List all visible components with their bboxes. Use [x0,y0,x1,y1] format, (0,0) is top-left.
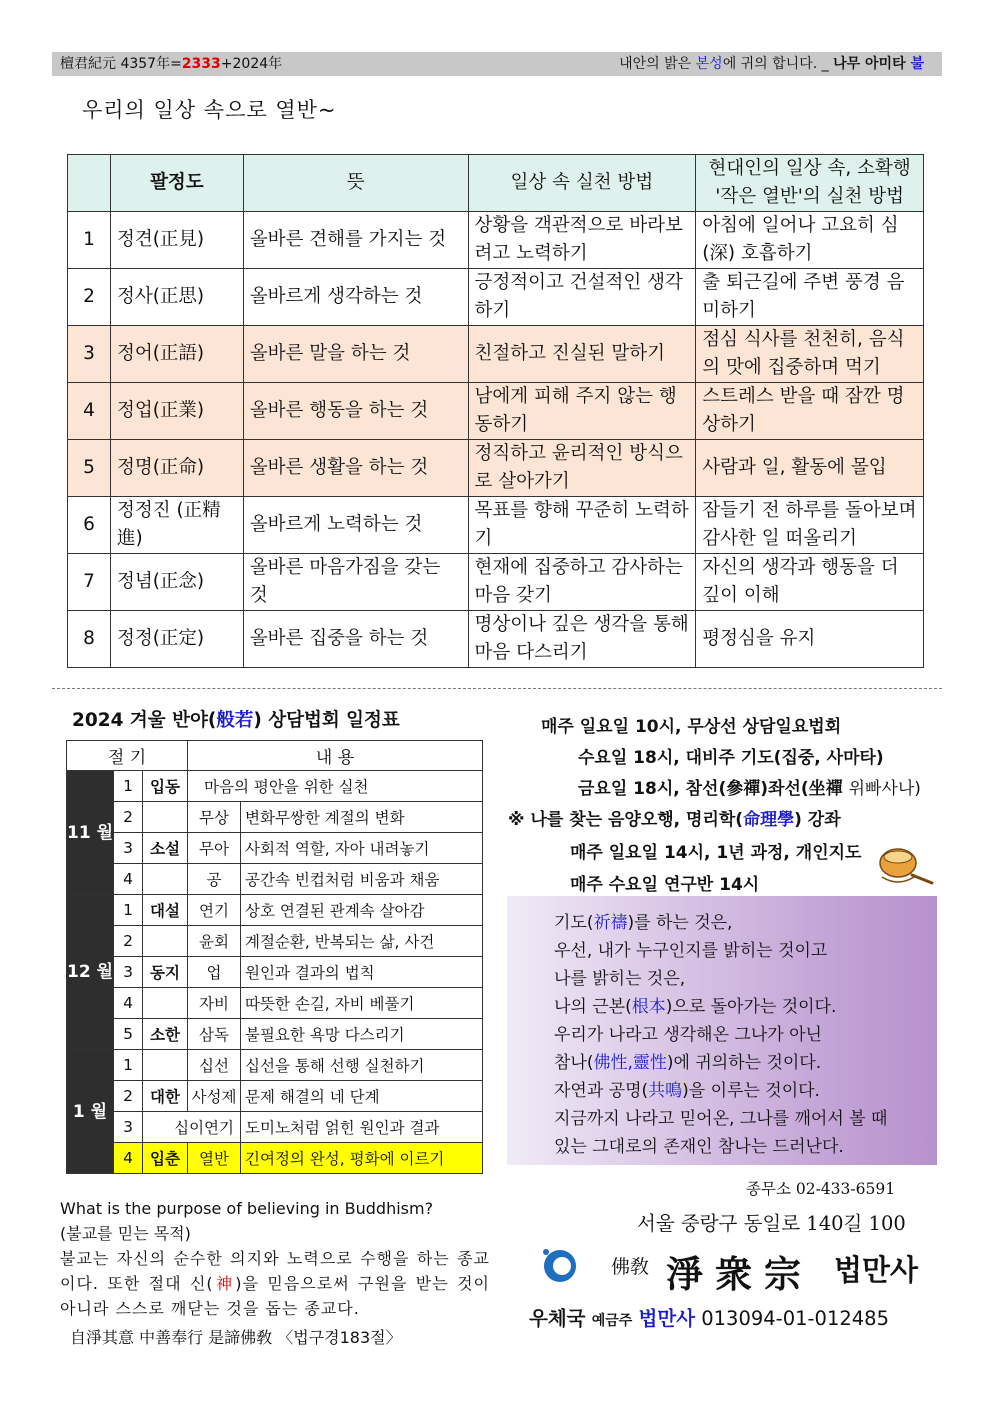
schedule-keyword: 업 [188,957,241,988]
table-row [68,554,924,611]
prayer-line: 자연과 공명(共鳴)을 이루는 것이다. [554,1081,820,1101]
schedule-keyword: 십선 [188,1050,241,1081]
month-december: 12 월 [67,895,114,1050]
table-row [68,269,924,326]
bank-account: 우체국 예금주 법만사 013094-01-012485 [529,1307,889,1330]
purpose-english: What is the purpose of believing in Buddhism? [60,1199,434,1218]
table-row [68,497,924,554]
col-content-header: 내 용 [188,741,483,771]
temple-address: 서울 중랑구 동일로 140길 100 [637,1212,906,1235]
row-meaning: 올바른 견해를 가지는 것 [243,212,468,269]
schedule-row [67,957,483,988]
schedule-desc: 도미노처럼 얽힌 원인과 결과 [241,1112,483,1143]
row-meaning: 올바르게 생각하는 것 [243,269,468,326]
schedule-keyword: 무상 [188,802,241,833]
schedule-row [67,926,483,957]
solar-term: 대설 [143,895,188,926]
row-meaning: 올바른 생활을 하는 것 [243,440,468,497]
prayer-line: 있는 그대로의 존재인 참나는 드러난다. [554,1137,844,1157]
table-row [68,326,924,383]
table-row [68,611,924,668]
schedule-keyword: 무아 [188,833,241,864]
schedule-desc: 공간속 빈컵처럼 비움과 채움 [241,864,483,895]
schedule-keyword: 윤회 [188,926,241,957]
solar-term [143,864,188,895]
schedule-desc: 문제 해결의 네 단계 [241,1081,483,1112]
schedule-table [66,740,483,1174]
row-name: 정념(正念) [110,554,243,611]
event-friday: 금요일 18시, 참선(參禪)좌선(坐禪 위빠사나) [578,779,921,799]
schedule-keyword: 사성제 [188,1081,241,1112]
era-text: 檀君紀元 4357年=2333+2024年 [60,56,283,72]
header-meaning: 뜻 [243,155,468,212]
row-meaning: 올바른 행동을 하는 것 [243,383,468,440]
prayer-line: 기도(祈禱)를 하는 것은, [554,913,733,933]
singing-bowl-icon [876,845,936,889]
week-num: 4 [114,988,143,1019]
row-practice: 상황을 객관적으로 바라보려고 노력하기 [468,212,696,269]
schedule-desc: 변화무쌍한 계절의 변화 [241,802,483,833]
purpose-section [60,1196,490,1321]
row-modern: 점심 식사를 천천히, 음식의 맛에 집중하며 먹기 [696,326,924,383]
table-row [68,383,924,440]
row-modern: 평정심을 유지 [696,611,924,668]
solar-term [143,926,188,957]
row-name: 정사(正思) [110,269,243,326]
row-name: 정정진 (正精進) [110,497,243,554]
schedule-title: 2024 겨울 반야(般若) 상담법회 일정표 [72,710,400,731]
table-row [68,440,924,497]
row-name: 정명(正命) [110,440,243,497]
row-num: 1 [68,212,111,269]
week-num: 4 [114,1143,143,1174]
row-practice: 목표를 향해 꾸준히 노력하기 [468,497,696,554]
week-num: 2 [114,802,143,833]
schedule-row [67,1050,483,1081]
week-num: 5 [114,1019,143,1050]
eightfold-table [67,154,924,668]
row-meaning: 올바른 말을 하는 것 [243,326,468,383]
prayer-line: 나를 밝히는 것은, [554,969,686,989]
solar-term: 소한 [143,1019,188,1050]
schedule-row [67,895,483,926]
row-practice: 남에게 피해 주지 않는 행동하기 [468,383,696,440]
schedule-desc: 계절순환, 반복되는 삶, 사건 [241,926,483,957]
lecture-sunday: 매주 일요일 14시, 1년 과정, 개인지도 [570,843,862,863]
row-modern: 사람과 일, 활동에 몰입 [696,440,924,497]
row-name: 정업(正業) [110,383,243,440]
prayer-line: 참나(佛性,靈性)에 귀의하는 것이다. [554,1053,822,1073]
sect-prefix: 佛敎 [611,1256,650,1278]
event-wednesday: 수요일 18시, 대비주 기도(집중, 사마타) [578,748,884,768]
schedule-keyword: 삼독 [188,1019,241,1050]
week-num: 3 [114,833,143,864]
solar-term: 소설 [143,833,188,864]
row-practice: 정직하고 윤리적인 방식으로 살아가기 [468,440,696,497]
row-num: 5 [68,440,111,497]
row-modern: 출 퇴근길에 주변 풍경 음미하기 [696,269,924,326]
row-name: 정어(正語) [110,326,243,383]
schedule-keyword: 공 [188,864,241,895]
dhammapada-quote: 自淨其意 中善奉行 是諦佛敎 〈법구경183절〉 [70,1328,402,1347]
lecture-title: ※ 나를 찾는 음양오행, 명리학(命理學) 강좌 [508,810,841,830]
month-january: 1 월 [67,1050,114,1174]
row-modern: 스트레스 받을 때 잠깐 명상하기 [696,383,924,440]
solar-term: 입춘 [143,1143,188,1174]
col-term-header: 절 기 [67,741,188,771]
row-num: 2 [68,269,111,326]
row-modern: 아침에 일어나 고요히 심(深) 호흡하기 [696,212,924,269]
solar-term [143,802,188,833]
schedule-desc: 원인과 결과의 법칙 [241,957,483,988]
schedule-desc: 마음의 평안을 위한 실천 [188,771,483,802]
temple-name: 법만사 [834,1253,919,1287]
schedule-row [67,1019,483,1050]
schedule-row [67,988,483,1019]
schedule-row [67,1081,483,1112]
solar-term: 입동 [143,771,188,802]
sect-name: 淨衆宗 [666,1252,813,1296]
prayer-line: 우선, 내가 누구인지를 밝히는 것이고 [554,941,828,961]
row-meaning: 올바른 마음가짐을 갖는 것 [243,554,468,611]
solar-term: 동지 [143,957,188,988]
purpose-body: 불교는 자신의 순수한 의지와 노력으로 수행을 하는 종교이다. 또한 절대 신(神)을 믿음으로써 구원을 받는 것이 아니라 스스로 깨닫는 것을 돕는 종교다. [60,1249,491,1318]
schedule-desc: 불필요한 욕망 다스리기 [241,1019,483,1050]
schedule-keyword: 십이연기 [143,1112,241,1143]
schedule-desc: 사회적 역할, 자아 내려놓기 [241,833,483,864]
section-divider [52,688,942,689]
week-num: 2 [114,1081,143,1112]
row-name: 정정(正定) [110,611,243,668]
row-practice: 긍정적이고 건설적인 생각하기 [468,269,696,326]
schedule-row [67,833,483,864]
schedule-desc: 상호 연결된 관계속 살아감 [241,895,483,926]
prayer-line: 우리가 나라고 생각해온 그나가 아닌 [554,1025,822,1045]
table-row [68,212,924,269]
header-practice: 일상 속 실천 방법 [468,155,696,212]
schedule-keyword: 연기 [188,895,241,926]
schedule-header-row [67,741,483,771]
row-num: 7 [68,554,111,611]
row-meaning: 올바르게 노력하는 것 [243,497,468,554]
week-num: 1 [114,771,143,802]
event-sunday: 매주 일요일 10시, 무상선 상담일요법회 [541,717,842,737]
row-modern: 잠들기 전 하루를 돌아보며 감사한 일 떠올리기 [696,497,924,554]
prayer-box [507,896,937,1165]
office-phone: 종무소 02-433-6591 [746,1180,896,1198]
row-practice: 친절하고 진실된 말하기 [468,326,696,383]
schedule-row [67,802,483,833]
schedule-desc: 긴여정의 완성, 평화에 이르기 [241,1143,483,1174]
schedule-row-highlight [67,1143,483,1174]
week-num: 4 [114,864,143,895]
solar-term [143,988,188,1019]
row-num: 8 [68,611,111,668]
solar-term: 대한 [143,1081,188,1112]
row-practice: 명상이나 깊은 생각을 통해 마음 다스리기 [468,611,696,668]
motto-text: 내안의 밝은 본성에 귀의 합니다. _ 나무 아미타 불 [619,56,924,72]
row-modern: 자신의 생각과 행동을 더 깊이 이해 [696,554,924,611]
row-name: 정견(正見) [110,212,243,269]
page-subtitle: 우리의 일상 속으로 열반~ [82,98,337,122]
header-modern: 현대인의 일상 속, 소확행 '작은 열반'의 실천 방법 [696,155,924,212]
schedule-desc: 십선을 통해 선행 실천하기 [241,1050,483,1081]
header-path: 팔정도 [110,155,243,212]
schedule-row [67,1112,483,1143]
table-header-row [68,155,924,212]
header-bar [52,52,942,76]
schedule-keyword: 자비 [188,988,241,1019]
row-practice: 현재에 집중하고 감사하는 마음 갖기 [468,554,696,611]
row-num: 3 [68,326,111,383]
month-november: 11 월 [67,771,114,895]
week-num: 3 [114,957,143,988]
row-meaning: 올바른 집중을 하는 것 [243,611,468,668]
schedule-row [67,771,483,802]
lecture-wednesday: 매주 수요일 연구반 14시 [570,875,760,895]
week-num: 3 [114,1112,143,1143]
schedule-keyword: 열반 [188,1143,241,1174]
prayer-line: 나의 근본(根本)으로 돌아가는 것이다. [554,997,837,1017]
week-num: 2 [114,926,143,957]
week-num: 1 [114,895,143,926]
schedule-row [67,864,483,895]
solar-term [143,1050,188,1081]
temple-logo-icon [540,1246,580,1286]
prayer-line: 지금까지 나라고 믿어온, 그나를 깨어서 볼 때 [554,1109,888,1129]
row-num: 4 [68,383,111,440]
week-num: 1 [114,1050,143,1081]
schedule-desc: 따뜻한 손길, 자비 베풀기 [241,988,483,1019]
purpose-korean: (불교를 믿는 목적) [60,1224,191,1243]
header-num [68,155,111,212]
row-num: 6 [68,497,111,554]
